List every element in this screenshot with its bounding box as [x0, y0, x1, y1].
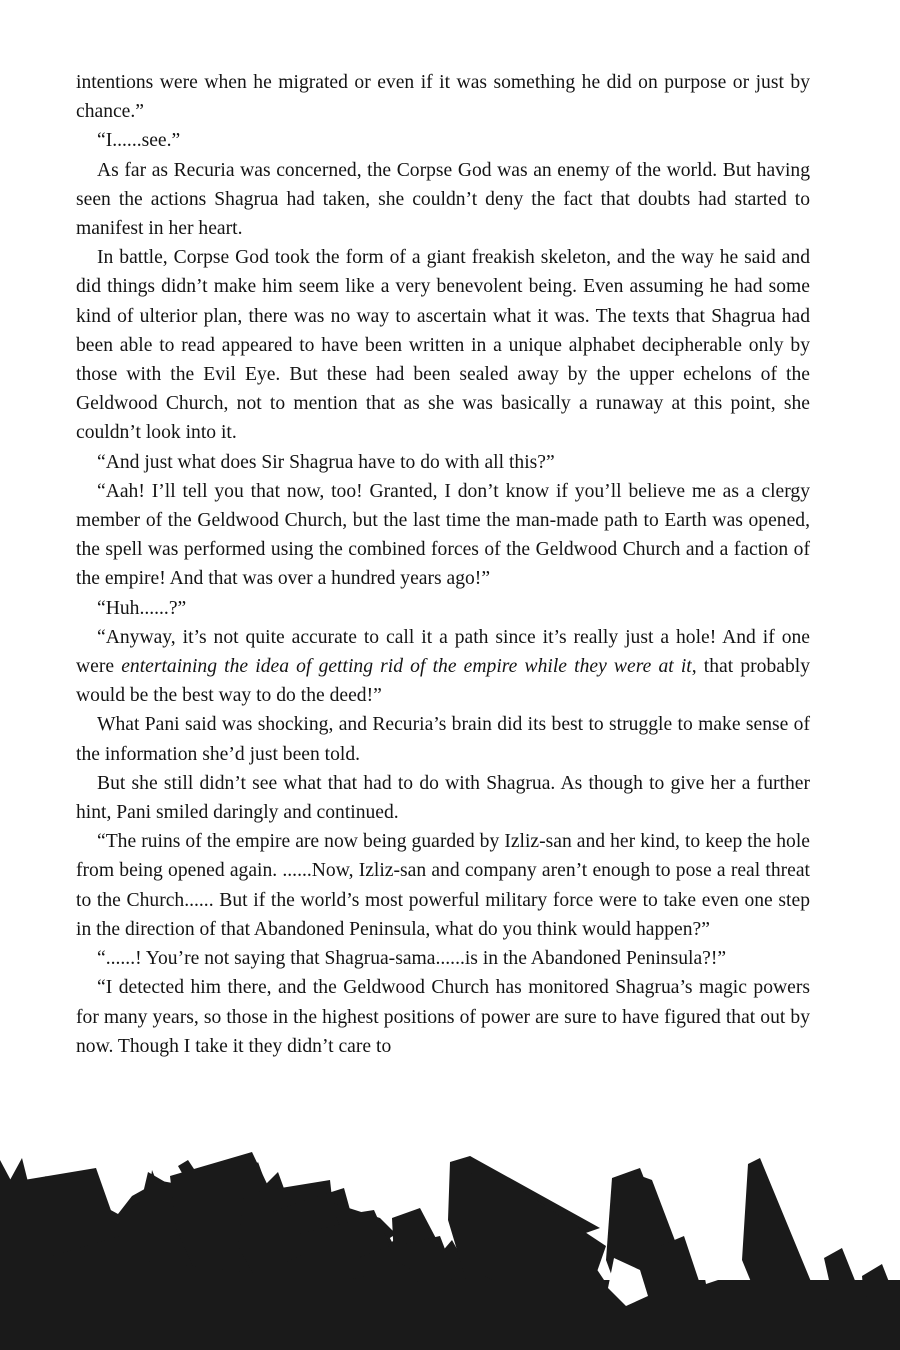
- paragraph-with-emphasis: [76, 623, 810, 711]
- paragraph: “Huh......?”: [97, 597, 187, 619]
- paragraph: In battle, Corpse God took the form of a giant freakish skeleton, and the way he said and did things didn’t make him seem like a very benevolent being. Even assuming he had some kind of ulterior plan, there was no way to ascertain what it was. The texts that Shagrua had been able to read appeared to have been written in a unique alphabet decipherable only by those with the Evil Eye. But these had been sealed away by the upper echelons of the Geldwood Church, not to mention that as she was basically a runaway at this point, she couldn’t look into it.: [76, 247, 810, 444]
- paragraph: intentions were when he migrated or even if it was something he did on purpose or just by chance.”: [76, 72, 810, 123]
- paragraph-segment-lead: “Anyway, it’s not quite accurate to call it a path since it’s really just a hole! And if one were: [76, 626, 810, 678]
- body-text-column: [76, 68, 810, 1061]
- paragraph: As far as Recuria was concerned, the Corpse God was an enemy of the world. But having seen the actions Shagrua had taken, she couldn’t deny the fact that doubts had started to manifest in her heart.: [76, 159, 810, 240]
- paragraph: What Pani said was shocking, and Recuria’s brain did its best to struggle to make sense of the information she’d just been told.: [76, 714, 810, 765]
- emphasis-text: entertaining the idea of getting rid of the empire while they were at it: [121, 656, 692, 678]
- paragraph-segment-tail: , that probably would be the best way to do the deed!”: [76, 656, 811, 707]
- paragraph: “......! You’re not saying that Shagrua-sama......is in the Abandoned Peninsula?!”: [97, 948, 727, 970]
- paragraph: “I detected him there, and the Geldwood Church has monitored Shagrua’s magic powers for many years, so those in the highest positions of power are sure to have figured that out by now. Though I take it they didn’t care to: [76, 977, 810, 1057]
- paragraph: “The ruins of the empire are now being guarded by Izliz-san and her kind, to keep the hole from being opened again. ......Now, Izliz-san and company aren’t enough to pose a real threat to the Church...... But if the world’s most powerful military force were to take even one step in the direction of that Abandoned Peninsula, what do you think would happen?”: [76, 831, 810, 940]
- paragraph: “And just what does Sir Shagrua have to do with all this?”: [97, 451, 555, 473]
- paragraph: “Aah! I’ll tell you that now, too! Granted, I don’t know if you’ll believe me as a clergy member of the Geldwood Church, but the last time the man-made path to Earth was opened, the spell was performed using the combined forces of the Geldwood Church and a faction of the empire! And that was over a hundred years ago!”: [76, 480, 810, 590]
- paragraph: But she still didn’t see what that had to do with Shagrua. As though to give her a further hint, Pani smiled daringly and continued.: [76, 772, 810, 824]
- ruins-silhouette-icon: [0, 1150, 900, 1350]
- paragraph: “I......see.”: [97, 130, 181, 152]
